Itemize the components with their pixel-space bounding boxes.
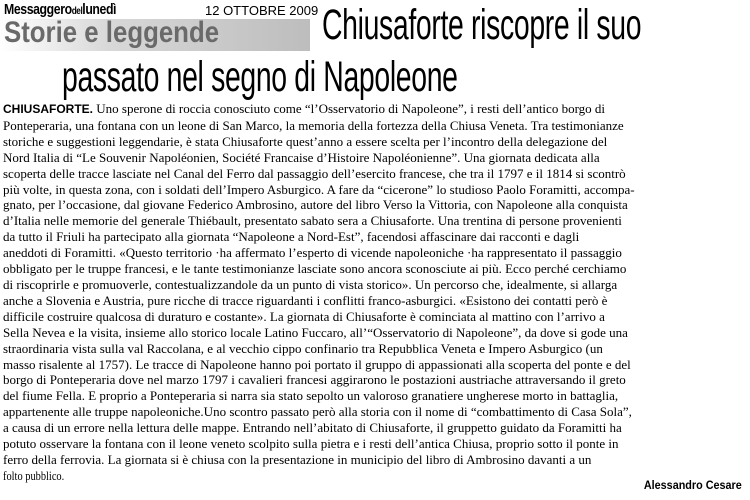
masthead-name-connector: del [71,6,83,17]
headline-line-1: Chiusaforte riscopre il suo [322,1,642,49]
headline-line-2: passato nel segno di Napoleone [62,53,458,101]
issue-date: 12 OTTOBRE 2009 [205,3,319,18]
article-line: obbligato per le truppe francesi, e le tante testimonianze lasciate sono ancora sconosciute ai più. Ecco perché cerchiamo [3,261,627,277]
section-title: Storie e leggende [4,16,220,49]
article-line: straordinaria vista sulla val Raccolana, e al vecchio cippo confinario tra Repubblica Veneta e Impero Asburgico (un [3,340,603,356]
article-line: a causa di un errore nella lettura delle mappe. Entrando nell’abitato di Chiusaforte, il gruppetto guidato da Foramitti ha [3,420,622,436]
author-byline: Alessandro Cesare [644,478,742,492]
article-line: più volte, in questa zona, con i soldati dell’Impero Asburgico. A fare da “cicerone” lo studioso Paolo Foramitti, accompa- [3,181,635,197]
article-line: masso risalente al 1757). Le tracce di Napoleone hanno poi portato il gruppo di appassionati alla scoperta del ponte e del [3,356,631,372]
article-line: Ponteperaria, una fontana con un leone di San Marco, la memoria della fortezza della Chiusa Veneta. Tra testimonianze [3,117,624,133]
article-line: CHIUSAFORTE. Uno sperone di roccia conosciuto come “l’Osservatorio di Napoleone”, i resti dell’antico borgo di [3,101,606,116]
article-line: d’Italia nelle memorie del generale Thiébault, presentato sabato sera a Chiusaforte. Una trentina di persone provenienti [3,213,622,229]
masthead-name-day: lunedì [82,1,117,18]
article-line: anche a Slovenia e Austria, pure ricche di tracce riguardanti i conflitti franco-asburgici. «Esistono dei contatti però è [3,292,608,308]
article-line: appartenente alle truppe napoleoniche.Uno scontro passato però alla storia con il nome di “combattimento di Casa Sola”, [3,404,632,420]
article-line: scoperta delle tracce lasciate nel Canal del Ferro dal passaggio dell’esercito francese, che tra il 1797 e il 1814 si scontrò [3,165,626,181]
article-body [3,101,745,484]
article-line: Nord Italia di “Le Souvenir Napoléonien, Société Francaise d’Histoire Napoléonienne”. Una giornata dedicata alla [3,149,600,165]
article-line: Sella Nevea e la visita, insieme allo storico locale Latino Fuccaro, all’“Osservatorio di Napoleone”, da dove si gode una [3,324,628,340]
article-line: da tutto il Friuli ha partecipato alla giornata “Napoleone a Nord-Est”, facendosi affascinare dai racconti e dagli [3,229,580,245]
dateline: CHIUSAFORTE. [3,102,93,116]
article-line: borgo di Ponteperaria dove nel marzo 1797 i cavalieri francesi aggirarono le postazioni austriache attraversando il greto [3,372,626,388]
masthead-name: Messaggero [4,1,72,18]
article-line: storiche e suggestioni leggendarie, è stata Chiusaforte quest’anno a essere scelta per l’incontro della delegazione del [3,133,608,149]
article-line: folto pubblico. [3,467,65,483]
article-line: aneddoti di Foramitti. «Questo territorio ·ha affermato l’esperto di vicende napoleoniche ·ha rappresentato il passaggio [3,245,622,261]
article-line: gnato, per l’occasione, dal giovane Federico Ambrosino, autore del libro Verso la Vittoria, con Napoleone alla conquista [3,197,628,213]
article-line: ferro della ferrovia. La giornata si è chiusa con la presentazione in municipio del libro di Ambrosino davanti a un [3,451,592,467]
article-line: potuto osservare la fontana con il leone veneto scolpito sulla pietra e i resti dell’antica Chiusa, proprio sotto il ponte in [3,436,619,452]
article-line: difficile costruire qualcosa di duraturo e costante». La giornata di Chiusaforte è cominciata al mattino con l’arrivo a [3,308,605,324]
article-line: di riscoprirle e promuoverle, contestualizzandole da un punto di vista storico». Un percorso che, idealmente, si allarga [3,276,618,292]
article-line: del fiume Fella. E proprio a Ponteperaria si narra sia stato sepolto un valoroso granatiere ungherese morto in battaglia, [3,388,619,404]
